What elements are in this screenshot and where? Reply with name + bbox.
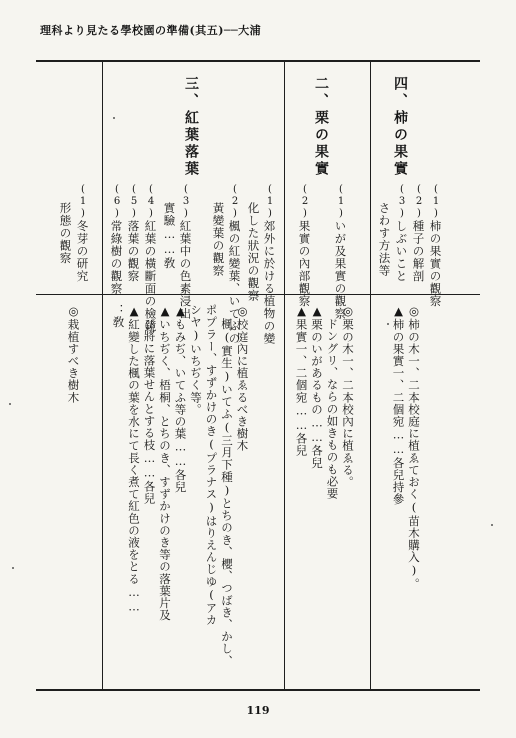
- item-row: [179, 184, 191, 320]
- item-row: [334, 184, 346, 320]
- item-row: [212, 202, 224, 277]
- speckle: [113, 117, 115, 119]
- material-line: び將に落葉せんとする枝……各兒: [142, 318, 157, 505]
- column-divider-2: [284, 62, 285, 689]
- item-text: 落葉の觀察: [126, 220, 141, 283]
- item-number: (2): [413, 184, 425, 220]
- material-line: ▲もみぢ、いてふ等の葉……各兒: [173, 304, 188, 493]
- item-row: [247, 202, 259, 302]
- material-line: ▲栗のいがあるもの……各兒: [310, 304, 324, 469]
- item-text: いが及果實の觀察: [333, 220, 348, 320]
- material-line: ◎栽植すべき樹木: [66, 304, 81, 404]
- item-row: [298, 184, 310, 308]
- material-line: ▲果實一、二個宛……各兒: [294, 304, 309, 457]
- item-text: さわす方法等: [377, 202, 392, 277]
- item-row: [412, 184, 424, 283]
- item-number: (2): [299, 184, 311, 220]
- speckle: [9, 403, 11, 405]
- item-number: (1): [77, 184, 89, 220]
- item-number: (4): [145, 184, 157, 220]
- material-line: ドングリ、ならの如きものも必要: [325, 318, 340, 500]
- item-row: [378, 202, 390, 277]
- item-text: 種子の解剖: [411, 220, 426, 283]
- item-text: 化した狀況の觀察: [246, 202, 261, 302]
- material-line: 楓(實生)いてふ(三月下種)とちのき、櫻、つばき、かし、: [220, 318, 234, 667]
- item-number: (3): [396, 184, 408, 220]
- item-text: 實驗……敎: [162, 202, 177, 270]
- item-row: [395, 184, 407, 283]
- item-text: 紅葉の橫斷面の檢鏡: [143, 220, 158, 333]
- materials-autumn-leaves: [108, 304, 248, 667]
- item-text: 常綠樹の觀察: [109, 220, 124, 295]
- item-row: [76, 184, 88, 283]
- item-text: 黃變葉の觀察: [211, 202, 226, 277]
- item-number: (1): [430, 184, 442, 220]
- material-line: ◎柿の木一、二本校庭に植ゑておく(苗木購入)。: [407, 304, 421, 590]
- item-row: [163, 202, 175, 270]
- item-text: 柿の果實の觀察: [428, 220, 443, 308]
- item-number: (3): [180, 184, 192, 220]
- speckle: [12, 567, 14, 569]
- section-title-autumn-leaves: 三、紅葉落葉: [183, 76, 199, 178]
- item-text: しぶいこと: [394, 220, 409, 283]
- materials-winter-buds: [63, 304, 79, 403]
- item-row: [127, 184, 139, 283]
- item-number: (5): [128, 184, 140, 220]
- speckle: [491, 524, 493, 526]
- material-line: ◎栗の木一、二本校內に植ゑる。: [341, 304, 355, 488]
- item-number: (1): [335, 184, 347, 220]
- column-divider-3: [102, 62, 103, 689]
- item-text: 形態の觀察: [58, 202, 73, 265]
- material-line: ：敎: [111, 304, 126, 329]
- item-row: [110, 184, 122, 295]
- section-title-chestnut: 二、栗の果實: [313, 76, 329, 178]
- item-text: 郊外に於ける植物の變: [262, 220, 277, 345]
- item-row: [263, 184, 275, 345]
- running-header: 理科より見たる學校園の準備(其五)──大浦: [40, 24, 262, 37]
- item-text: 楓の紅變葉、いてふの: [227, 220, 242, 345]
- item-row: [429, 184, 441, 308]
- material-line: シヤ)いちぢく等。: [189, 304, 203, 416]
- section-title-persimmon: 四、柿の果實: [392, 76, 408, 178]
- materials-persimmon: [388, 304, 419, 590]
- material-line: ▲柿の果實一、二個宛……各兒持參: [391, 304, 406, 506]
- item-number: (1): [264, 184, 276, 220]
- item-row: [59, 202, 71, 265]
- material-line: ▲紅變した楓の葉を水にて長く煮て紅色の液をとる……: [127, 304, 141, 614]
- material-line: ◎校庭內に植ゑるべき樹木: [235, 304, 250, 452]
- materials-chestnut: [291, 304, 353, 500]
- item-text: 紅葉中の色素浸出: [178, 220, 193, 320]
- item-text: 果實の內部觀察: [297, 220, 312, 308]
- item-number: (2): [229, 184, 241, 220]
- item-text: 冬芽の研究: [75, 220, 90, 283]
- item-number: (6): [111, 184, 123, 220]
- material-line: ポプラー、すずかけのき(プラナス)はりえんじゆ(アカ: [204, 304, 219, 627]
- page-number: 119: [246, 704, 270, 717]
- table-bottom-rule: [36, 689, 480, 691]
- material-line: ▲いちぢく、梧桐、とちのき、すずかけのき等の落葉片及: [158, 304, 172, 622]
- column-divider-1: [370, 62, 371, 689]
